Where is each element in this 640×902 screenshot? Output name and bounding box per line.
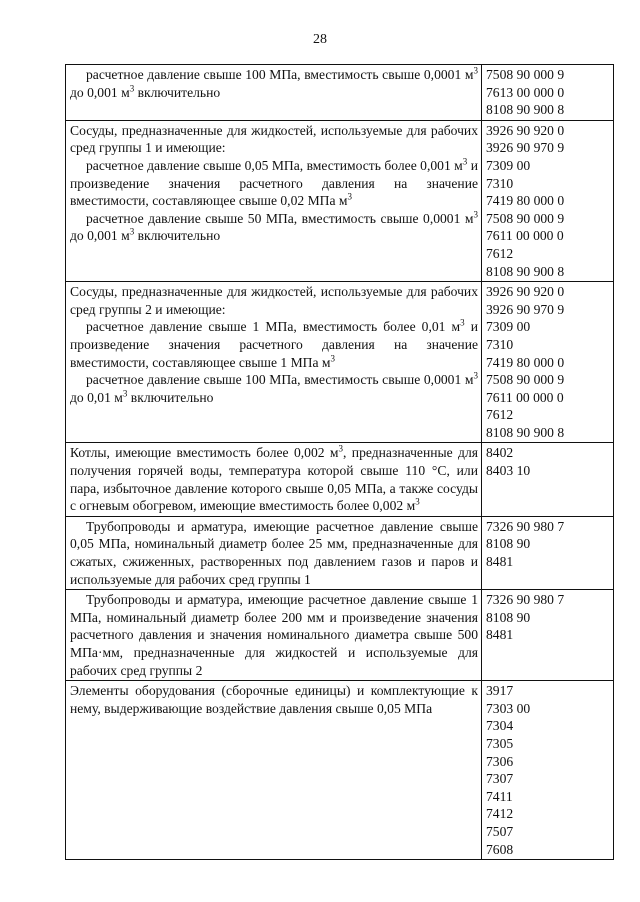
description-paragraph bbox=[70, 518, 478, 588]
code-cell bbox=[482, 590, 614, 681]
description-paragraph bbox=[70, 210, 478, 245]
description-cell bbox=[66, 120, 482, 281]
description-paragraph bbox=[70, 682, 478, 717]
text-segment: , предназначенные для получения горячей воды, температура которой свыше 110 °С, или пара, избыточное давление которого свыше 0,05 МПа, а также сосуды с огневым обогревом, имеющие вместимость более 0,002 м bbox=[70, 445, 478, 514]
superscript: 3 bbox=[347, 191, 353, 202]
code-cell bbox=[482, 516, 614, 589]
tn-ved-code: 7419 80 000 0 bbox=[486, 193, 565, 209]
text-segment: до 0,001 м bbox=[70, 84, 130, 100]
description-cell bbox=[66, 443, 482, 516]
table-row bbox=[66, 282, 614, 443]
code-cell bbox=[482, 282, 614, 443]
superscript: 3 bbox=[122, 388, 128, 399]
tn-ved-code: 7326 90 980 7 bbox=[486, 592, 565, 608]
superscript: 3 bbox=[460, 317, 465, 328]
text-segment: расчетное давление свыше 1 МПа, вместимость более 0,01 м bbox=[86, 319, 461, 335]
description-paragraph bbox=[70, 371, 478, 406]
tn-ved-code: 7305 bbox=[486, 735, 514, 751]
tn-ved-code: 3917 bbox=[486, 683, 514, 699]
table-row bbox=[66, 65, 614, 121]
text-segment: до 0,01 м bbox=[70, 389, 123, 405]
text-segment: расчетное давление свыше 100 МПа, вместимость свыше 0,0001 м bbox=[86, 372, 474, 388]
text-segment: расчетное давление свыше 100 МПа, вместимость свыше 0,0001 м bbox=[86, 67, 474, 82]
text-segment: Трубопроводы и арматура, имеющие расчетное давление свыше 0,05 МПа, номинальный диаметр более 25 мм, предназначенные для сжатых, сжиженных, растворенных под давлением газов и паров и используемые для рабочих сред группы 1 bbox=[70, 518, 478, 587]
text-segment: Сосуды, предназначенные для жидкостей, используемые для рабочих сред группы 1 и имеющие: bbox=[70, 122, 478, 156]
description-cell bbox=[66, 516, 482, 589]
tn-ved-code: 8402 bbox=[486, 445, 514, 461]
description-paragraph bbox=[70, 157, 478, 210]
code-cell bbox=[482, 681, 614, 860]
superscript: 3 bbox=[473, 370, 478, 381]
text-segment: Элементы оборудования (сборочные единицы) и комплектующие к нему, выдерживающие воздействие давления свыше 0,05 МПа bbox=[70, 683, 478, 716]
superscript: 3 bbox=[473, 65, 478, 76]
tn-ved-code: 7310 bbox=[486, 175, 514, 191]
tn-ved-code: 7306 bbox=[486, 753, 514, 769]
text-segment: Трубопроводы и арматура, имеющие расчетное давление свыше 1 МПа, номинальный диаметр более 200 мм и произведение значения расчетного давления и значения номинального диаметра свыше 500 МПа·мм, предназначенные для жидкостей и используемые для рабочих сред группы 2 bbox=[70, 592, 478, 678]
tn-ved-code: 7304 bbox=[486, 718, 514, 734]
description-paragraph bbox=[70, 122, 478, 157]
superscript: 3 bbox=[129, 226, 135, 237]
text-segment: расчетное давление свыше 50 МПа, вместимость свыше 0,0001 м bbox=[86, 210, 474, 226]
tn-ved-code: 7612 bbox=[486, 245, 514, 261]
superscript: 3 bbox=[330, 352, 336, 363]
tn-ved-code: 7611 00 000 0 bbox=[486, 389, 564, 405]
tn-ved-code: 7613 00 000 0 bbox=[486, 84, 565, 100]
tn-ved-code: 7309 00 bbox=[486, 319, 531, 335]
superscript: 3 bbox=[415, 496, 420, 507]
superscript: 3 bbox=[129, 83, 135, 94]
tn-ved-code: 7508 90 000 9 bbox=[486, 372, 565, 388]
tn-ved-code: 7307 bbox=[486, 771, 514, 787]
text-segment: включительно bbox=[127, 389, 214, 405]
description-cell bbox=[66, 590, 482, 681]
tn-ved-code: 7507 bbox=[486, 823, 514, 839]
code-cell bbox=[482, 120, 614, 281]
tn-ved-code: 8108 90 900 8 bbox=[486, 263, 565, 279]
tn-ved-code: 8108 90 900 8 bbox=[486, 102, 565, 118]
equipment-code-table bbox=[65, 64, 614, 860]
description-cell bbox=[66, 65, 482, 121]
description-paragraph bbox=[70, 66, 478, 101]
description-paragraph bbox=[70, 318, 478, 371]
superscript: 3 bbox=[473, 209, 478, 220]
text-segment: включительно bbox=[134, 228, 221, 244]
description-paragraph bbox=[70, 444, 478, 514]
text-segment: и произведение значения расчетного давления на значение вместимости, составляющее свыше 1 МПа м bbox=[70, 319, 478, 370]
code-cell bbox=[482, 65, 614, 121]
table-row bbox=[66, 443, 614, 516]
tn-ved-code: 8403 10 bbox=[486, 463, 531, 479]
tn-ved-code: 7419 80 000 0 bbox=[486, 354, 565, 370]
text-segment: расчетное давление свыше 0,05 МПа, вместимость более 0,001 м bbox=[86, 157, 463, 173]
text-segment: до 0,001 м bbox=[70, 228, 130, 244]
tn-ved-code: 7508 90 000 9 bbox=[486, 210, 565, 226]
tn-ved-code: 7611 00 000 0 bbox=[486, 228, 564, 244]
tn-ved-code: 7310 bbox=[486, 336, 514, 352]
code-cell bbox=[482, 443, 614, 516]
tn-ved-code: 3926 90 920 0 bbox=[486, 284, 565, 300]
tn-ved-code: 8108 90 bbox=[486, 609, 531, 625]
table-row bbox=[66, 681, 614, 860]
tn-ved-code: 7612 bbox=[486, 407, 514, 423]
page-number: 28 bbox=[313, 32, 327, 47]
superscript: 3 bbox=[462, 156, 468, 167]
tn-ved-code: 7326 90 980 7 bbox=[486, 518, 565, 534]
tn-ved-code: 3926 90 970 9 bbox=[486, 140, 565, 156]
text-segment: включительно bbox=[134, 84, 221, 100]
tn-ved-code: 7608 bbox=[486, 841, 514, 857]
text-segment: и произведение значения расчетного давления на значение вместимости, составляющее свыше 0,02 МПа м bbox=[70, 157, 478, 209]
tn-ved-code: 7411 bbox=[486, 788, 513, 804]
description-cell bbox=[66, 681, 482, 860]
tn-ved-code: 3926 90 920 0 bbox=[486, 122, 565, 138]
superscript: 3 bbox=[338, 443, 344, 454]
tn-ved-code: 8108 90 bbox=[486, 536, 531, 552]
table-row bbox=[66, 120, 614, 281]
tn-ved-code: 8481 bbox=[486, 627, 514, 643]
table-row bbox=[66, 516, 614, 589]
tn-ved-code: 7309 00 bbox=[486, 157, 531, 173]
description-paragraph bbox=[70, 283, 478, 318]
tn-ved-code: 8481 bbox=[486, 554, 514, 570]
tn-ved-code: 8108 90 900 8 bbox=[486, 424, 565, 440]
tn-ved-code: 7303 00 bbox=[486, 700, 531, 716]
description-paragraph bbox=[70, 591, 478, 679]
description-cell bbox=[66, 282, 482, 443]
text-segment: Сосуды, предназначенные для жидкостей, используемые для рабочих сред группы 2 и имеющие: bbox=[70, 284, 478, 317]
table-row bbox=[66, 590, 614, 681]
tn-ved-code: 7412 bbox=[486, 806, 514, 822]
text-segment: Котлы, имеющие вместимость более 0,002 м bbox=[70, 445, 339, 461]
tn-ved-code: 3926 90 970 9 bbox=[486, 301, 565, 317]
table-body bbox=[66, 65, 614, 860]
tn-ved-code: 7508 90 000 9 bbox=[486, 67, 565, 82]
